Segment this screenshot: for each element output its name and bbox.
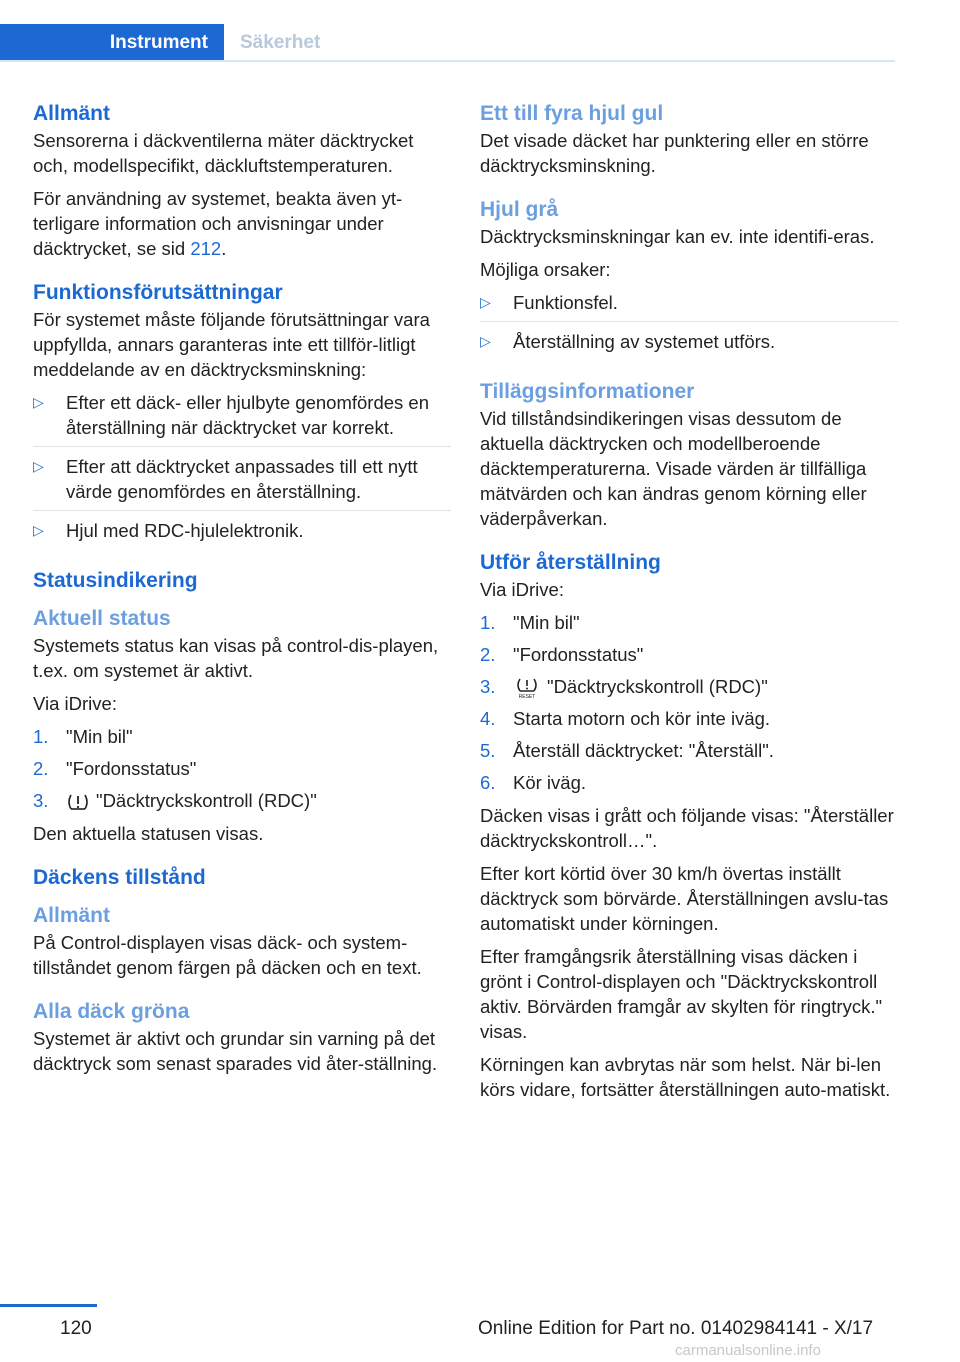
footer-accent-line xyxy=(0,1304,97,1307)
tire-pressure-reset-icon xyxy=(513,677,541,699)
heading-funktionsforutsattningar: Funktionsförutsättningar xyxy=(33,281,283,304)
heading-aktuell-status: Aktuell status xyxy=(33,607,171,630)
list-item: 2. "Fordonsstatus" xyxy=(480,644,644,665)
list-item: ▷ Återställning av systemet utförs. xyxy=(480,331,776,352)
header-divider xyxy=(0,60,895,62)
paragraph: Systemet är aktivt och grundar sin varning på det däcktryck som senast sparades vid åter‐ställning. xyxy=(33,1028,438,1074)
list-item: ▷ Efter att däcktrycket anpassades till ett nytt värde genomfördes en återställning. xyxy=(33,454,451,511)
left-column xyxy=(33,100,451,1084)
steps-list xyxy=(33,724,451,813)
page-number: 120 xyxy=(60,1318,92,1339)
list-item: 3. "Däcktryckskontroll (RDC)" xyxy=(33,790,317,811)
paragraph: Efter kort körtid över 30 km/h övertas inställt däcktryck som börvärde. Återställningen avslu‐tas automatiskt under körningen. xyxy=(480,863,889,935)
paragraph: Körningen kan avbrytas när som helst. När bi‐len körs vidare, fortsätter återställningen auto‐matiskt. xyxy=(480,1054,891,1101)
paragraph: Möjliga orsaker: xyxy=(480,259,611,280)
list-item: 2. "Fordonsstatus" xyxy=(33,758,197,779)
triangle-bullet-icon: ▷ xyxy=(480,333,491,349)
heading-utfor-aterstallning: Utför återställning xyxy=(480,551,661,574)
tab-instrument[interactable]: Instrument xyxy=(0,24,224,62)
triangle-bullet-icon: ▷ xyxy=(33,522,44,538)
heading-ett-till-fyra-hjul-gul: Ett till fyra hjul gul xyxy=(480,102,664,125)
triangle-bullet-icon: ▷ xyxy=(33,458,44,474)
paragraph: Systemets status kan visas på control-dis‐playen, t.ex. om systemet är aktivt. xyxy=(33,635,439,681)
list-item: 1. "Min bil" xyxy=(480,612,580,633)
heading-hjul-gra: Hjul grå xyxy=(480,198,559,221)
paragraph: För användning av systemet, beakta även yt‐terligare information och anvisningar under däcktrycket, se sid 212. xyxy=(33,188,403,259)
right-column xyxy=(480,100,898,1110)
page-link[interactable]: 212 xyxy=(190,238,222,259)
heading-tillaggsinformationer: Tilläggsinformationer xyxy=(480,380,695,403)
list-item: 3. RESET "Däcktryckskontroll (RDC)" xyxy=(480,676,768,700)
paragraph: Via iDrive: xyxy=(480,579,564,600)
paragraph: Via iDrive: xyxy=(33,693,117,714)
paragraph: Sensorerna i däckventilerna mäter däcktrycket och, modellspecifikt, däckluftstemperaturen. xyxy=(33,130,414,176)
heading-alla-dack-grona: Alla däck gröna xyxy=(33,1000,190,1023)
heading-allmant-2: Allmänt xyxy=(33,904,111,927)
heading-allmant: Allmänt xyxy=(33,102,111,125)
paragraph: För systemet måste följande förutsättningar vara uppfyllda, annars garanteras inte ett tillför‐litligt meddelande av en däcktrycksminskning: xyxy=(33,309,430,380)
list-item: ▷ Efter ett däck- eller hjulbyte genomfördes en återställning när däcktrycket var korrekt. xyxy=(33,390,451,447)
paragraph: På Control-displayen visas däck- och system‐tillståndet genom färgen på däcken och en text. xyxy=(33,932,422,978)
paragraph: Den aktuella statusen visas. xyxy=(33,823,264,844)
reset-steps-list xyxy=(480,610,898,795)
paragraph: Det visade däcket har punktering eller en större däcktrycksminskning. xyxy=(480,130,869,176)
paragraph: Däcktrycksminskningar kan ev. inte identifi‐eras. xyxy=(480,226,875,247)
list-item: 1. "Min bil" xyxy=(33,726,133,747)
list-item: 5. Återställ däcktrycket: "Återställ". xyxy=(480,740,774,762)
list-item: ▷ Hjul med RDC-hjulelektronik. xyxy=(33,520,304,541)
heading-dackens-tillstand: Däckens tillstånd xyxy=(33,866,206,889)
list-item: ▷ Funktionsfel. xyxy=(480,290,898,322)
causes-list xyxy=(480,290,898,360)
paragraph: Däcken visas i grått och följande visas: "Återställer däcktryckskontroll…". xyxy=(480,805,894,852)
watermark: carmanualsonline.info xyxy=(675,1342,821,1359)
heading-statusindikering: Statusindikering xyxy=(33,569,198,592)
tire-pressure-warning-icon xyxy=(66,792,90,812)
triangle-bullet-icon: ▷ xyxy=(33,394,44,410)
svg-text:RESET: RESET xyxy=(518,694,536,700)
triangle-bullet-icon: ▷ xyxy=(480,294,491,310)
paragraph: Efter framgångsrik återställning visas däcken i grönt i Control-displayen och "Däcktryckskontroll aktiv. Börvärden framgår av skylten för ringtryck." visas. xyxy=(480,946,883,1043)
chapter-header xyxy=(0,0,895,62)
tab-sakerhet[interactable]: Säkerhet xyxy=(240,32,321,53)
paragraph: Vid tillståndsindikeringen visas dessutom de aktuella däcktrycken och modellberoende däcktemperaturerna. Visade värden är tillfälliga mätvärden och kan ändras genom körning eller väderpåverkan. xyxy=(480,408,867,529)
requirements-list xyxy=(33,390,451,549)
list-item: 6. Kör iväg. xyxy=(480,772,587,794)
edition-info: Online Edition for Part no. 01402984141 - X/17 xyxy=(478,1318,874,1339)
list-item: 4. Starta motorn och kör inte iväg. xyxy=(480,708,771,730)
